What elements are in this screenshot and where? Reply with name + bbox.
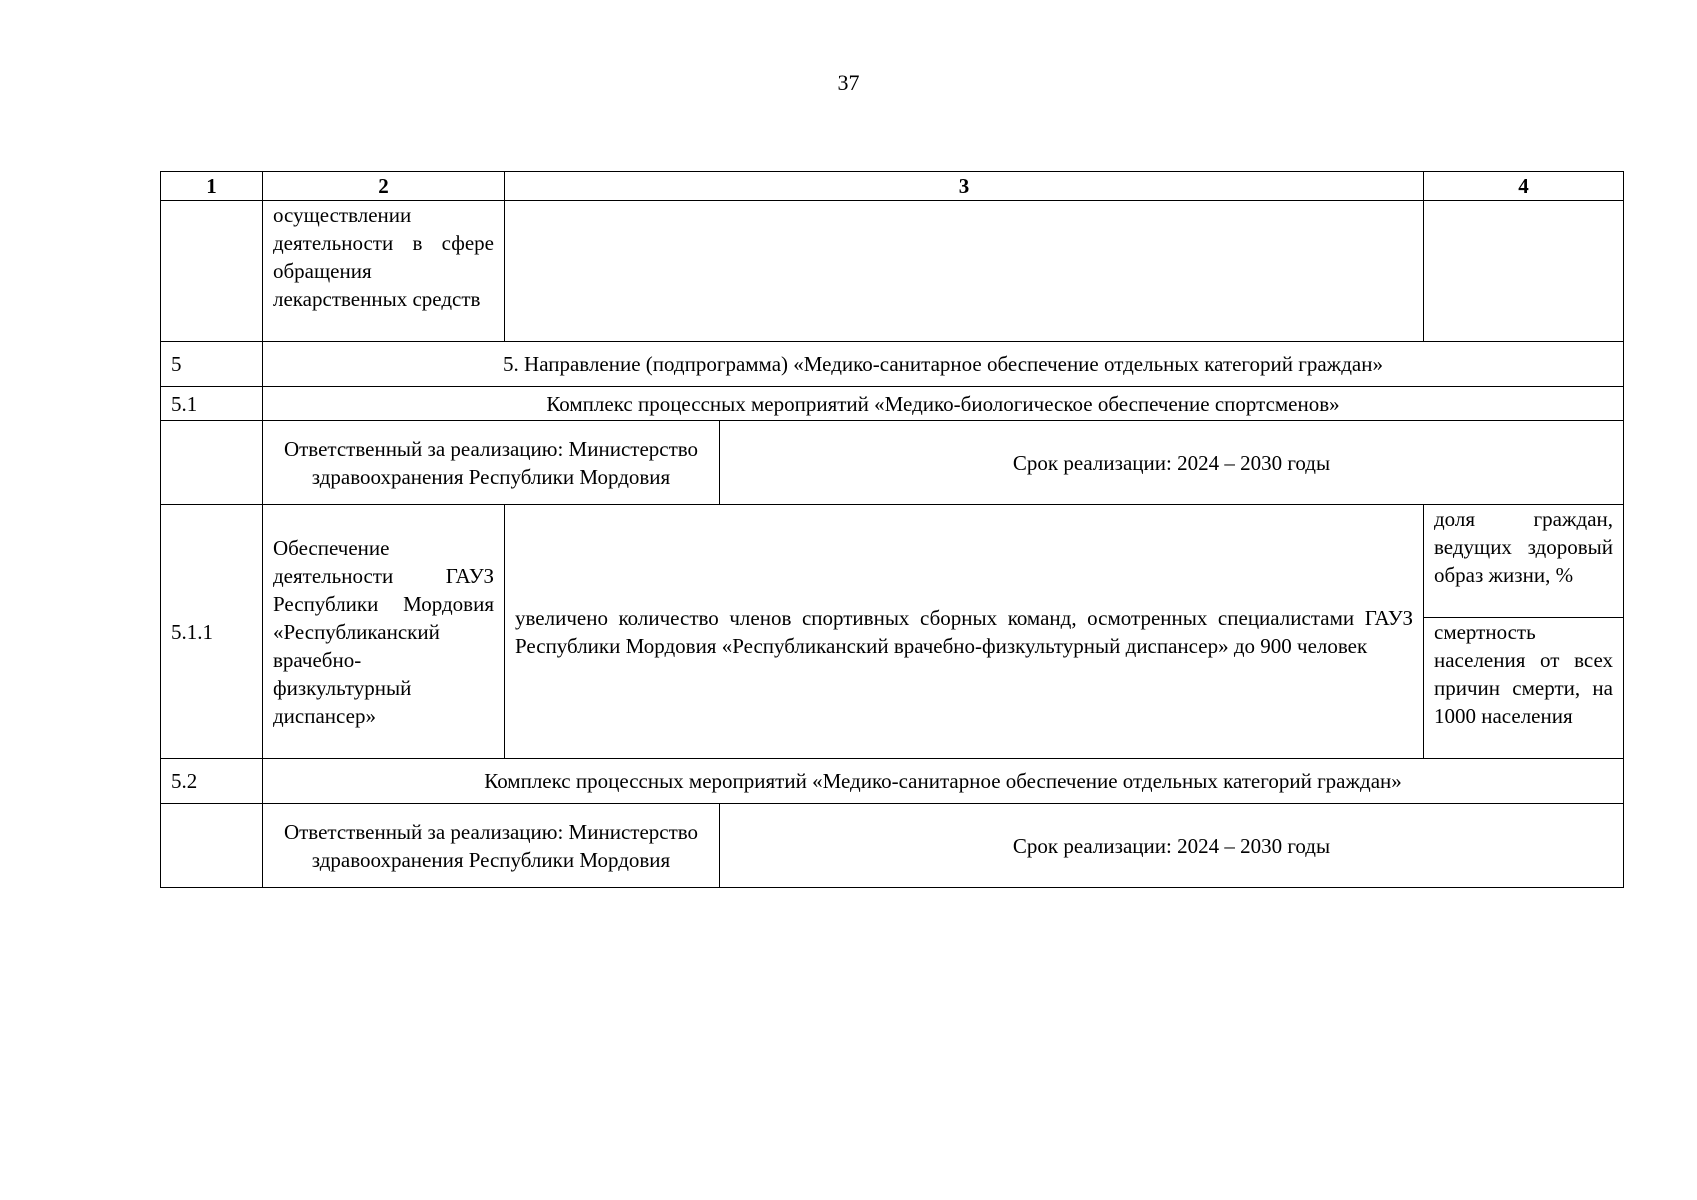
responsible-organization: Ответственный за реализацию: Министерство здравоохранения Республики Мордовия <box>263 421 720 504</box>
page-number: 37 <box>837 70 860 95</box>
responsible-term-cell <box>263 804 1624 888</box>
section-title: 5. Направление (подпрограмма) «Медико-санитарное обеспечение отдельных категорий граждан» <box>263 342 1624 387</box>
continuation-result-cell <box>505 201 1424 342</box>
implementation-term: Срок реализации: 2024 – 2030 годы <box>1012 833 1331 858</box>
responsible-row-5-2 <box>161 804 1624 888</box>
column-header-3: 3 <box>505 172 1424 201</box>
task-name: Обеспечение деятельности ГАУЗ Республики Мордовия «Республиканский врачебно-физкультурный диспансер» <box>263 505 505 759</box>
task-number: 5.1.1 <box>161 505 263 759</box>
responsible-num-cell <box>161 804 263 888</box>
complex-title: Комплекс процессных мероприятий «Медико-санитарное обеспечение отдельных категорий граждан» <box>263 759 1624 804</box>
task-result: увеличено количество членов спортивных сборных команд, осмотренных специалистами ГАУЗ Республики Мордовия «Республиканский врачебно-физкультурный диспансер» до 900 человек <box>505 505 1424 759</box>
complex-number: 5.1 <box>161 387 263 421</box>
task-row-5-1-1 <box>161 505 1624 759</box>
complex-row-5-1 <box>161 387 1624 421</box>
implementation-term: Срок реализации: 2024 – 2030 годы <box>1012 450 1331 475</box>
responsible-organization: Ответственный за реализацию: Министерство здравоохранения Республики Мордовия <box>263 804 720 887</box>
continuation-num-cell <box>161 201 263 342</box>
column-header-2: 2 <box>263 172 505 201</box>
continuation-task-name: осуществлении деятельности в сфере обращения лекарственных средств <box>263 201 505 342</box>
section-number: 5 <box>161 342 263 387</box>
column-header-4: 4 <box>1424 172 1624 201</box>
responsible-row-5-1 <box>161 421 1624 505</box>
measures-table <box>160 171 1624 888</box>
complex-title: Комплекс процессных мероприятий «Медико-биологическое обеспечение спортсменов» <box>263 387 1624 421</box>
column-header-1: 1 <box>161 172 263 201</box>
table-header-row <box>161 172 1624 201</box>
indicator-mortality: смертность населения от всех причин смерти, на 1000 населения <box>1434 620 1613 728</box>
complex-row-5-2 <box>161 759 1624 804</box>
responsible-term-cell <box>263 421 1624 505</box>
continuation-row <box>161 201 1624 342</box>
task-indicators-cell <box>1424 505 1624 759</box>
section-row-5 <box>161 342 1624 387</box>
continuation-indicator-cell <box>1424 201 1624 342</box>
indicator-healthy-lifestyle: доля граждан, ведущих здоровый образ жизни, % <box>1424 505 1623 618</box>
responsible-num-cell <box>161 421 263 505</box>
complex-number: 5.2 <box>161 759 263 804</box>
